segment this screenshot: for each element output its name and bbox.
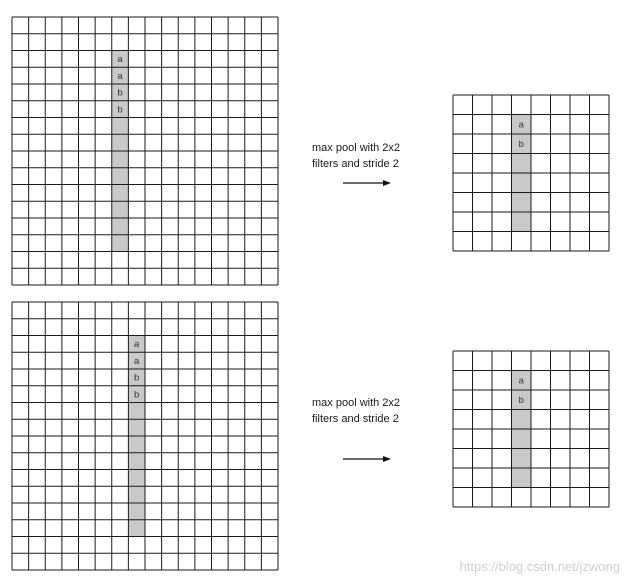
cell-label: a: [117, 70, 123, 82]
cell-label: a: [134, 339, 140, 351]
caption-line-1: max pool with 2x2: [312, 142, 401, 154]
cell-label: b: [518, 395, 524, 407]
watermark: https://blog.csdn.net/jzwong: [459, 559, 620, 574]
caption-line-2: filters and stride 2: [312, 158, 399, 170]
cell-label: b: [134, 389, 140, 401]
cell-label: b: [117, 87, 123, 99]
cell-label: a: [117, 54, 123, 66]
cell-label: a: [134, 355, 140, 367]
cell-label: a: [518, 119, 524, 131]
caption-line-2: filters and stride 2: [312, 413, 399, 425]
cell-label: a: [518, 375, 524, 387]
cell-label: b: [134, 372, 140, 384]
caption-line-1: max pool with 2x2: [312, 397, 401, 409]
cell-label: b: [518, 139, 524, 151]
cell-label: b: [117, 104, 123, 116]
